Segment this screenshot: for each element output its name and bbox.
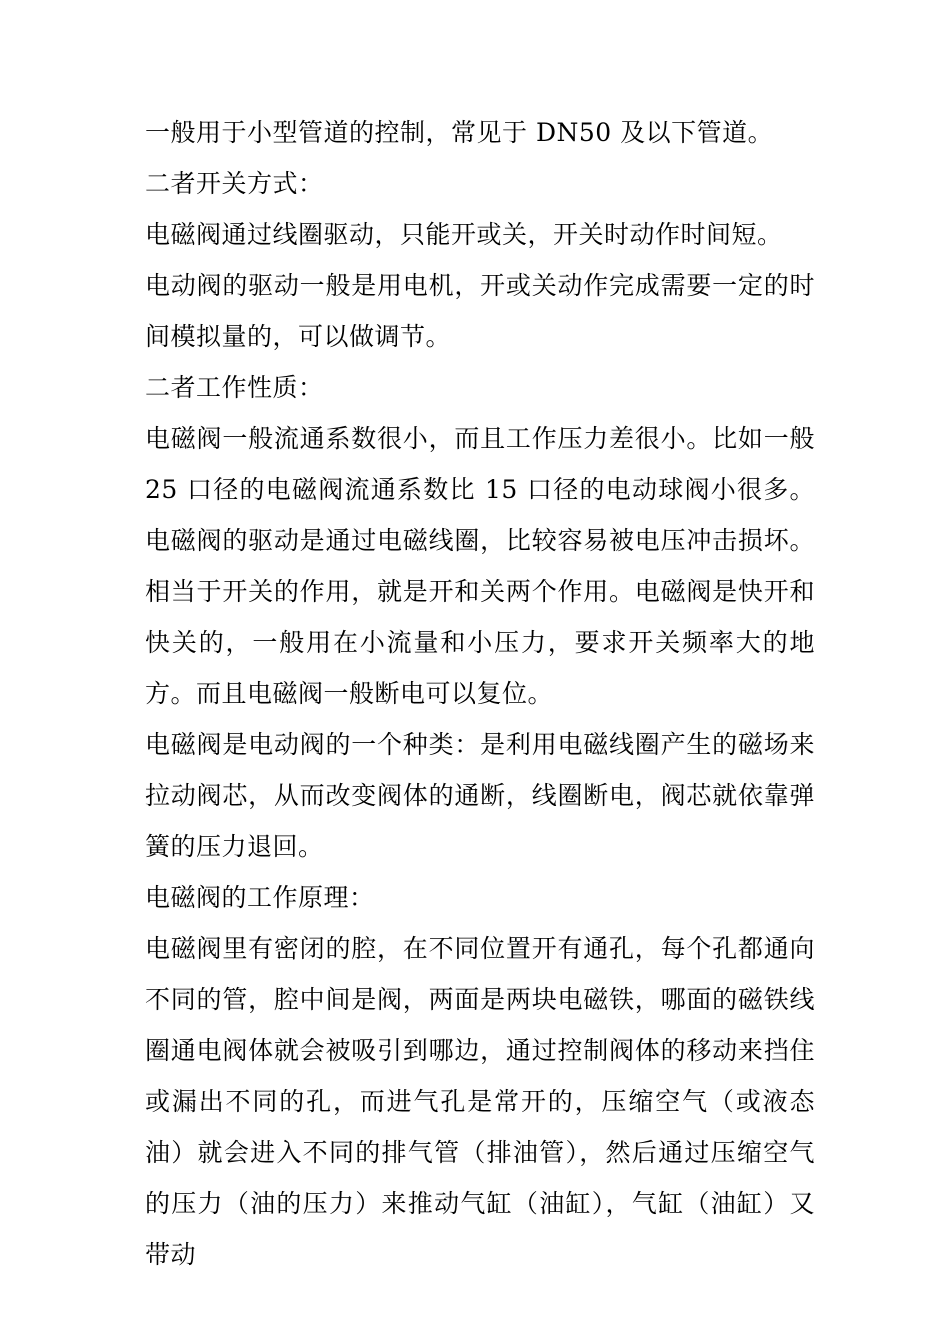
paragraph-electric-valve-switch: 电动阀的驱动一般是用电机，开或关动作完成需要一定的时间模拟量的，可以做调节。: [145, 271, 815, 351]
heading-work-nature: 二者工作性质：: [145, 373, 324, 402]
document-body: [145, 107, 815, 1280]
heading-working-principle: 电磁阀的工作原理：: [145, 883, 375, 912]
paragraph-working-principle: 电磁阀里有密闭的腔，在不同位置开有通孔，每个孔都通向不同的管，腔中间是阀，两面是两块电磁铁，哪面的磁铁线圈通电阀体就会被吸引到哪边，通过控制阀体的移动来挡住或漏出不同的孔，而进气孔是常开的，压缩空气（或液态油）就会进入不同的排气管（排油管），然后通过压缩空气的压力（油的压力）来推动气缸（油缸），气缸（油缸）又带动: [145, 934, 815, 1269]
paragraph-pipe-usage: 一般用于小型管道的控制，常见于 DN50 及以下管道。: [145, 118, 774, 147]
paragraph-work-nature: 电磁阀一般流通系数很小，而且工作压力差很小。比如一般 25 口径的电磁阀流通系数比 15 口径的电动球阀小很多。电磁阀的驱动是通过电磁线圈，比较容易被电压冲击损坏。相当于开关的作用，就是开和关两个作用。电磁阀是快开和快关的，一般用在小流量和小压力，要求开关频率大的地方。而且电磁阀一般断电可以复位。: [145, 424, 815, 708]
paragraph-solenoid-type: 电磁阀是电动阀的一个种类：是利用电磁线圈产生的磁场来拉动阀芯，从而改变阀体的通断，线圈断电，阀芯就依靠弹簧的压力退回。: [145, 730, 815, 861]
paragraph-solenoid-switch: 电磁阀通过线圈驱动，只能开或关，开关时动作时间短。: [145, 220, 783, 249]
heading-switch-mode: 二者开关方式：: [145, 169, 324, 198]
